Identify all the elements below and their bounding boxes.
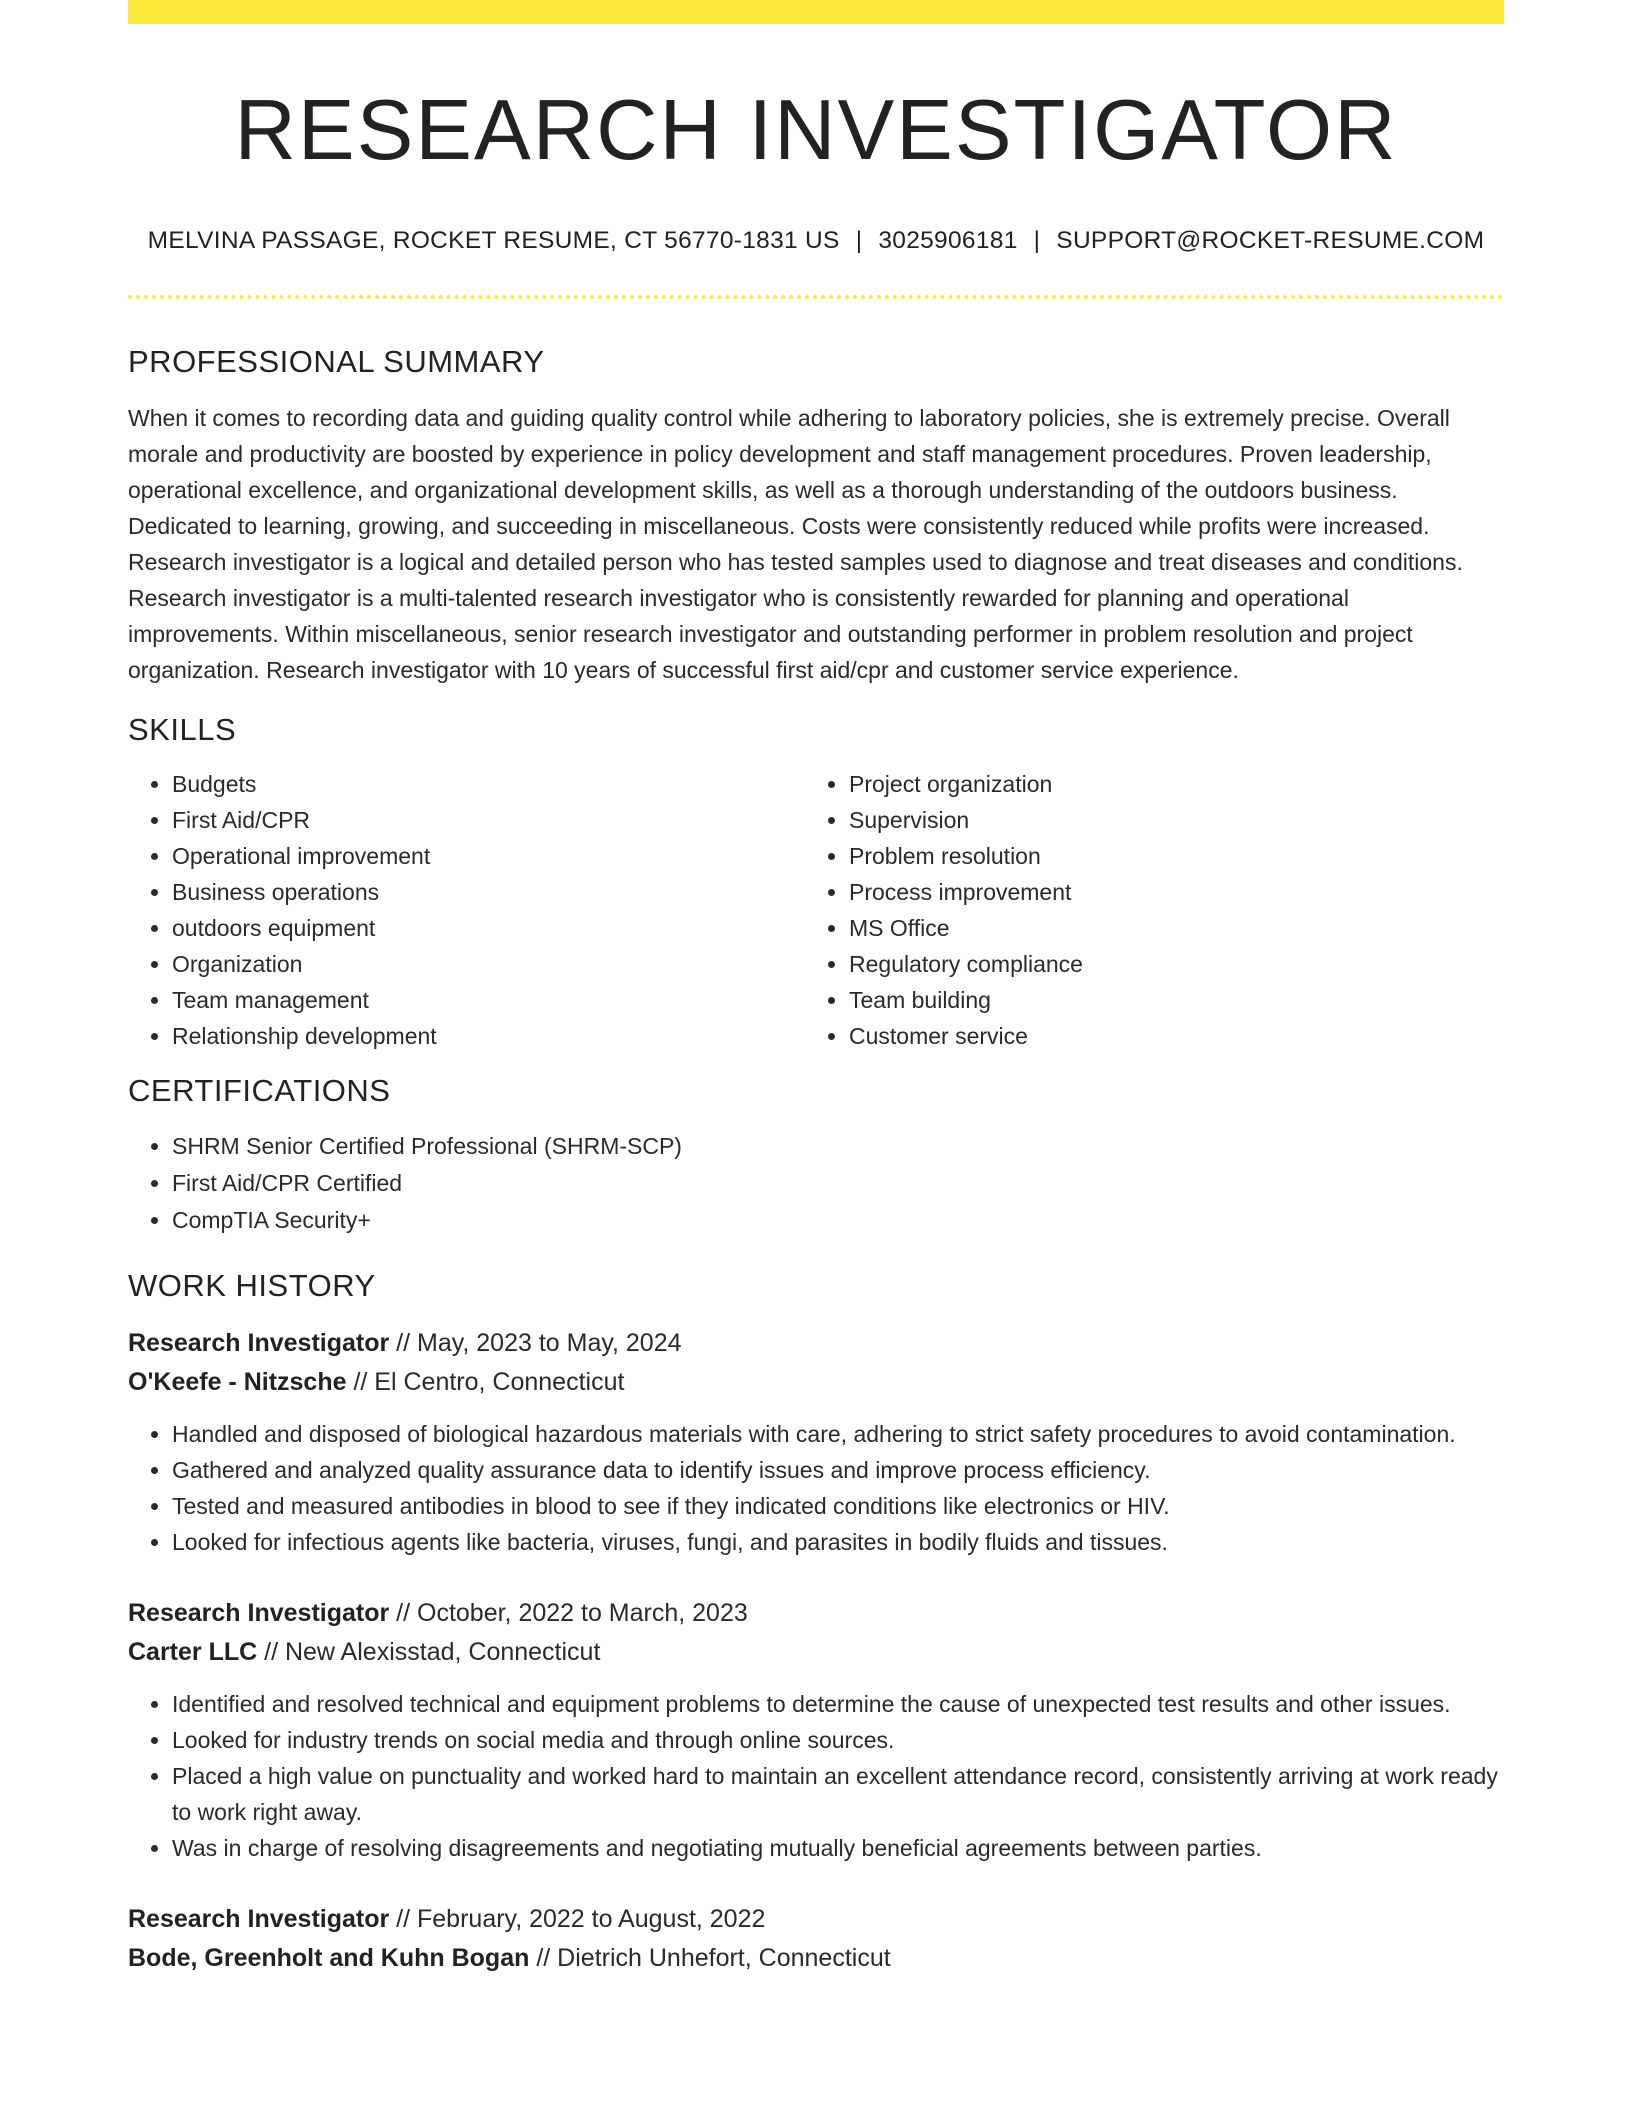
skill-item: • Process improvement [849, 874, 1504, 910]
job-bullets [128, 1686, 1504, 1866]
separator: | [1033, 227, 1041, 255]
phone: 3025906181 [878, 227, 1018, 255]
dotted-divider [128, 295, 1504, 299]
job-company: Carter LLC [128, 1637, 258, 1666]
skill-item: • Organization [172, 946, 827, 982]
skill-item: • Team management [172, 982, 827, 1018]
job-bullets [128, 1416, 1504, 1560]
skill-item: • outdoors equipment [172, 910, 827, 946]
job-bullet: • Was in charge of resolving disagreements and negotiating mutually beneficial agreements between parties. [172, 1830, 1504, 1866]
job-entry [128, 1594, 1504, 1866]
skill-item: • Relationship development [172, 1018, 827, 1054]
skill-item: • MS Office [849, 910, 1504, 946]
job-company: Bode, Greenholt and Kuhn Bogan [128, 1943, 530, 1972]
skill-item: • Business operations [172, 874, 827, 910]
skills-list [128, 766, 1504, 1054]
summary-heading: PROFESSIONAL SUMMARY [128, 344, 545, 380]
address: MELVINA PASSAGE, ROCKET RESUME, CT 56770-1831 US [147, 227, 840, 255]
certification-item: • SHRM Senior Certified Professional (SHRM-SCP) [172, 1128, 1504, 1165]
job-company-line [128, 1939, 1504, 1978]
job-bullet: • Handled and disposed of biological hazardous materials with care, adhering to strict safety procedures to avoid contamination. [172, 1416, 1504, 1452]
job-title: Research Investigator [128, 1598, 390, 1627]
job-title-line [128, 1324, 1504, 1363]
certification-item: • First Aid/CPR Certified [172, 1165, 1504, 1202]
skill-item: • Operational improvement [172, 838, 827, 874]
job-bullet: • Gathered and analyzed quality assurance data to identify issues and improve process efficiency. [172, 1452, 1504, 1488]
skill-item: • First Aid/CPR [172, 802, 827, 838]
job-title-line [128, 1900, 1504, 1939]
job-bullet: • Tested and measured antibodies in blood to see if they indicated conditions like electronics or HIV. [172, 1488, 1504, 1524]
job-title-line [128, 1594, 1504, 1633]
job-company-line [128, 1633, 1504, 1672]
separator: | [855, 227, 863, 255]
resume-title: RESEARCH INVESTIGATOR [234, 83, 1398, 178]
certifications-list [128, 1128, 1504, 1239]
skill-item: • Budgets [172, 766, 827, 802]
work-history-heading: WORK HISTORY [128, 1267, 376, 1303]
skill-item: • Customer service [849, 1018, 1504, 1054]
job-company: O'Keefe - Nitzsche [128, 1367, 347, 1396]
job-title: Research Investigator [128, 1904, 390, 1933]
certification-item: • CompTIA Security+ [172, 1202, 1504, 1239]
summary-text: When it comes to recording data and guiding quality control while adhering to laboratory policies, she is extremely precise. Overall morale and productivity are boosted by experience in policy development and staff management procedures. Proven leadership, operational excellence, and organizational development skills, as well as a thorough understanding of the outdoors business. Dedicated to learning, growing, and succeeding in miscellaneous. Costs were consistently reduced while profits were increased. Research investigator is a logical and detailed person who has tested samples used to diagnose and treat diseases and conditions. Research investigator is a multi-talented research investigator who is consistently rewarded for planning and operational improvements. Within miscellaneous, senior research investigator and outstanding performer in problem resolution and project organization. Research investigator with 10 years of successful first aid/cpr and customer service experience. [128, 405, 1463, 684]
skill-item: • Problem resolution [849, 838, 1504, 874]
job-entry [128, 1324, 1504, 1560]
resume-page [128, 0, 1504, 1978]
certifications-heading: CERTIFICATIONS [128, 1073, 391, 1109]
skill-item: • Team building [849, 982, 1504, 1018]
job-dates: // February, 2022 to August, 2022 [396, 1904, 766, 1933]
job-dates: // October, 2022 to March, 2023 [396, 1598, 748, 1627]
skill-item: • Project organization [849, 766, 1504, 802]
job-company-line [128, 1363, 1504, 1402]
job-title: Research Investigator [128, 1328, 390, 1357]
job-bullet: • Looked for infectious agents like bacteria, viruses, fungi, and parasites in bodily fluids and tissues. [172, 1524, 1504, 1560]
skill-item: • Supervision [849, 802, 1504, 838]
job-location: // El Centro, Connecticut [353, 1367, 625, 1396]
job-bullet: • Identified and resolved technical and equipment problems to determine the cause of unexpected test results and other issues. [172, 1686, 1504, 1722]
skills-heading: SKILLS [128, 712, 237, 748]
job-dates: // May, 2023 to May, 2024 [396, 1328, 682, 1357]
job-entry [128, 1900, 1504, 1978]
contact-line [128, 225, 1504, 257]
email-link[interactable]: SUPPORT@ROCKET-RESUME.COM [1056, 227, 1485, 255]
skills-column-left [128, 766, 827, 1054]
accent-bar [128, 0, 1504, 24]
job-bullet: • Looked for industry trends on social media and through online sources. [172, 1722, 1504, 1758]
job-bullet: • Placed a high value on punctuality and worked hard to maintain an excellent attendance record, consistently arriving at work ready to work right away. [172, 1758, 1504, 1830]
skill-item: • Regulatory compliance [849, 946, 1504, 982]
skills-column-right [827, 766, 1504, 1054]
job-location: // Dietrich Unhefort, Connecticut [536, 1943, 891, 1972]
job-location: // New Alexisstad, Connecticut [264, 1637, 601, 1666]
